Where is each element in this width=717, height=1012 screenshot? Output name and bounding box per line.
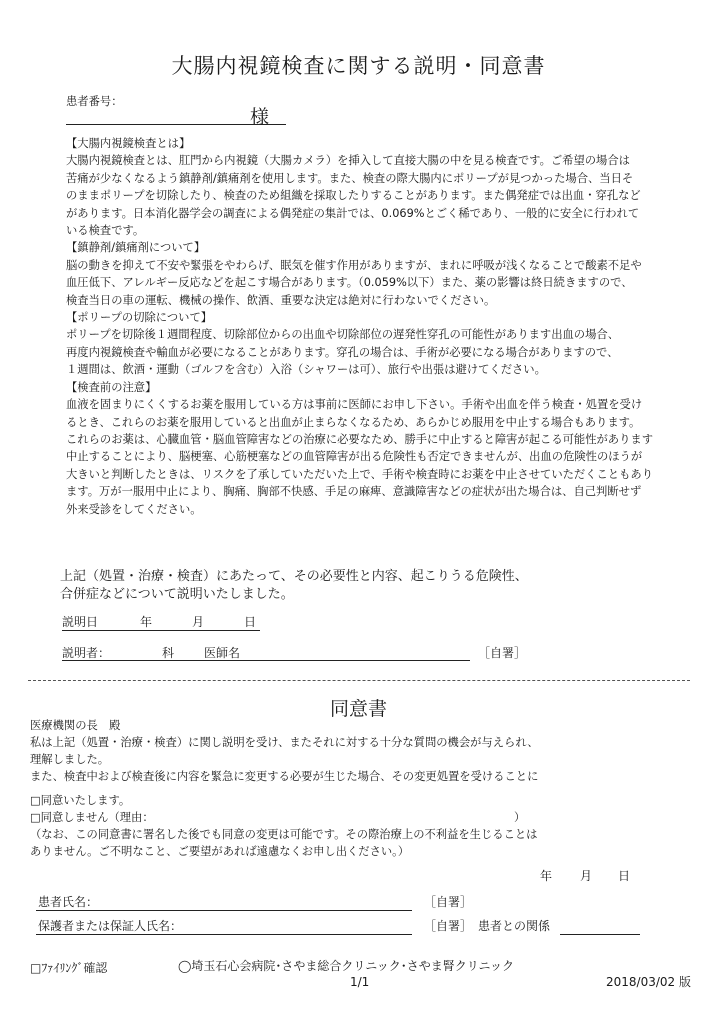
- explain-date-underline: [62, 630, 260, 631]
- patient-id-label: 患者番号：: [66, 95, 123, 108]
- explainer-label: 説明者：: [62, 646, 111, 660]
- section-text-line: これらのお薬は、心臓血管・脳血管障害などの治療に必要なため、勝手に中止すると障害が起こる可能性があります: [66, 432, 653, 446]
- explain-date-day: 日: [244, 615, 257, 629]
- relation-label: 患者との関係: [478, 919, 551, 933]
- explanation-text-line2: 合併症などについて説明いたしました。: [60, 587, 294, 602]
- section-text-line: 大腸内視鏡検査とは、肛門から内視鏡（大腸カメラ）を挿入して直接大腸の中を見る検査です。ご希望の場合は: [66, 154, 630, 168]
- section-text-line: 血圧低下、アレルギー反応などを起こす場合があります。（0.059%以下）また、薬の影響は終日続きますので、: [66, 276, 633, 290]
- section-heading: 【鎮静剤/鎮痛剤について】: [66, 241, 206, 255]
- document-version: 2018/03/02 版: [606, 975, 691, 989]
- patient-name-label: 患者氏名：: [38, 895, 99, 909]
- explainer-dept: 科: [162, 646, 175, 660]
- section-heading: 【大腸内視鏡検査とは】: [66, 137, 191, 150]
- consent-agree-checkbox[interactable]: □同意いたします。: [30, 794, 131, 807]
- patient-name-line: [36, 910, 412, 911]
- section-text-line: 中止することにより、脳梗塞、心筋梗塞などの血管障害が出る危険性も否定できませんが、出血の危険性のほうが: [66, 450, 643, 464]
- explanation-text-line1: 上記（処置・治療・検査）にあたって、その必要性と内容、起こりうる危険性、: [60, 569, 528, 584]
- consent-disagree-checkbox[interactable]: □同意しません（理由：: [30, 811, 154, 824]
- sama-label: 様: [250, 106, 270, 128]
- section-text-line: 検査当日の車の運転、機械の操作、飲酒、重要な決定は絶対に行わないでください。: [66, 293, 496, 307]
- section-text-line: るとき、これらのお薬を服用していると出血が止まらなくなるため、あらかじめ服用を中止する場合もあります。: [66, 415, 641, 429]
- relation-line: [560, 934, 640, 935]
- consent-addressee: 医療機関の長 殿: [30, 719, 121, 732]
- section-text-line: １週間は、飲酒・運動（ゴルフを含む）入浴（シャワーは可）、旅行や出張は避けてください。: [66, 363, 546, 377]
- consent-date-day: 日: [618, 869, 631, 883]
- page-number: 1/1: [350, 975, 370, 989]
- patient-signature: ［自署］: [424, 895, 473, 909]
- hospital-name: ◯埼玉石心会病院･さやま総合クリニック･さやま腎クリニック: [178, 959, 514, 973]
- guardian-name-label: 保護者または保証人氏名：: [38, 919, 183, 933]
- section-text-line: ポリープを切除後１週間程度、切除部位からの出血や切除部位の遅発性穿孔の可能性があります出血の場合、: [66, 328, 619, 342]
- consent-body-line1: 私は上記（処置・治療・検査）に関し説明を受け、またそれに対する十分な質問の機会が与えられ、: [30, 736, 539, 749]
- consent-body-line2: 理解しました。: [30, 753, 110, 766]
- explainer-doctor-label: 医師名: [204, 646, 241, 660]
- consent-date-year: 年: [540, 869, 553, 883]
- document-title: 大腸内視鏡検査に関する説明・同意書: [171, 54, 546, 78]
- section-divider: [28, 680, 690, 681]
- section-text-line: 苦痛が少なくなるよう鎮静剤/鎮痛剤を使用します。また、検査の際大腸内にポリープが見つかった場合、当日そ: [66, 171, 634, 185]
- section-heading: 【検査前の注意】: [66, 380, 157, 394]
- consent-note-line2: ありません。ご不明なこと、ご要望があれば遠慮なくお申し出ください。）: [30, 845, 410, 858]
- section-heading: 【ポリープの切除について】: [66, 311, 213, 325]
- section-text-line: いる検査です。: [66, 224, 145, 238]
- section-text-line: ます。万が一服用中止により、胸痛、胸部不快感、手足の麻痺、意識障害などの症状が出た場合は、自己判断せず: [66, 485, 642, 499]
- consent-note-line1: （なお、この同意書に署名した後でも同意の変更は可能です。その際治療上の不利益を生じることは: [30, 828, 538, 841]
- explain-date-year: 年: [140, 615, 153, 629]
- section-text-line: 大きいと判断したときは、リスクを了承していただいた上で、手術や検査時にお薬を中止させていただくこともあり: [66, 467, 653, 481]
- consent-date-month: 月: [580, 869, 593, 883]
- section-text-line: 血液を固まりにくくするお薬を服用している方は事前に医師にお申し下さい。手術や出血を伴う検査・処置を受け: [66, 398, 643, 412]
- guardian-signature: ［自署］: [424, 919, 473, 933]
- patient-name-underline: [66, 124, 286, 125]
- explain-date-label: 説明日: [62, 615, 99, 629]
- disagree-reason-close: ）: [514, 811, 526, 824]
- section-text-line: があります。日本消化器学会の調査による偶発症の集計では、0.069%とごく稀であり、一般的に安全に行われて: [66, 206, 640, 220]
- consent-title: 同意書: [329, 698, 387, 720]
- consent-body-line3: また、検査中および検査後に内容を緊急に変更する必要が生じた場合、その変更処置を受けることに: [30, 770, 539, 783]
- section-text-line: 再度内視鏡検査や輸血が必要になることがあります。穿孔の場合は、手術が必要になる場合がありますので、: [66, 345, 619, 359]
- guardian-name-line: [36, 934, 412, 935]
- explainer-underline: [62, 660, 470, 661]
- filing-check[interactable]: □ﾌｧｲﾘﾝｸﾞ確認: [30, 961, 108, 975]
- section-text-line: 脳の動きを抑えて不安や緊張をやわらげ、眠気を催す作用がありますが、まれに呼吸が浅くなることで酸素不足や: [66, 258, 642, 272]
- explainer-signature: ［自署］: [478, 646, 527, 660]
- section-text-line: 外来受診をしてください。: [66, 502, 202, 516]
- section-text-line: のままポリープを切除したり、検査のため組織を採取したりすることがあります。また偶発症では出血・穿孔など: [66, 189, 641, 203]
- explain-date-month: 月: [192, 615, 205, 629]
- explanation-sections: [66, 135, 656, 518]
